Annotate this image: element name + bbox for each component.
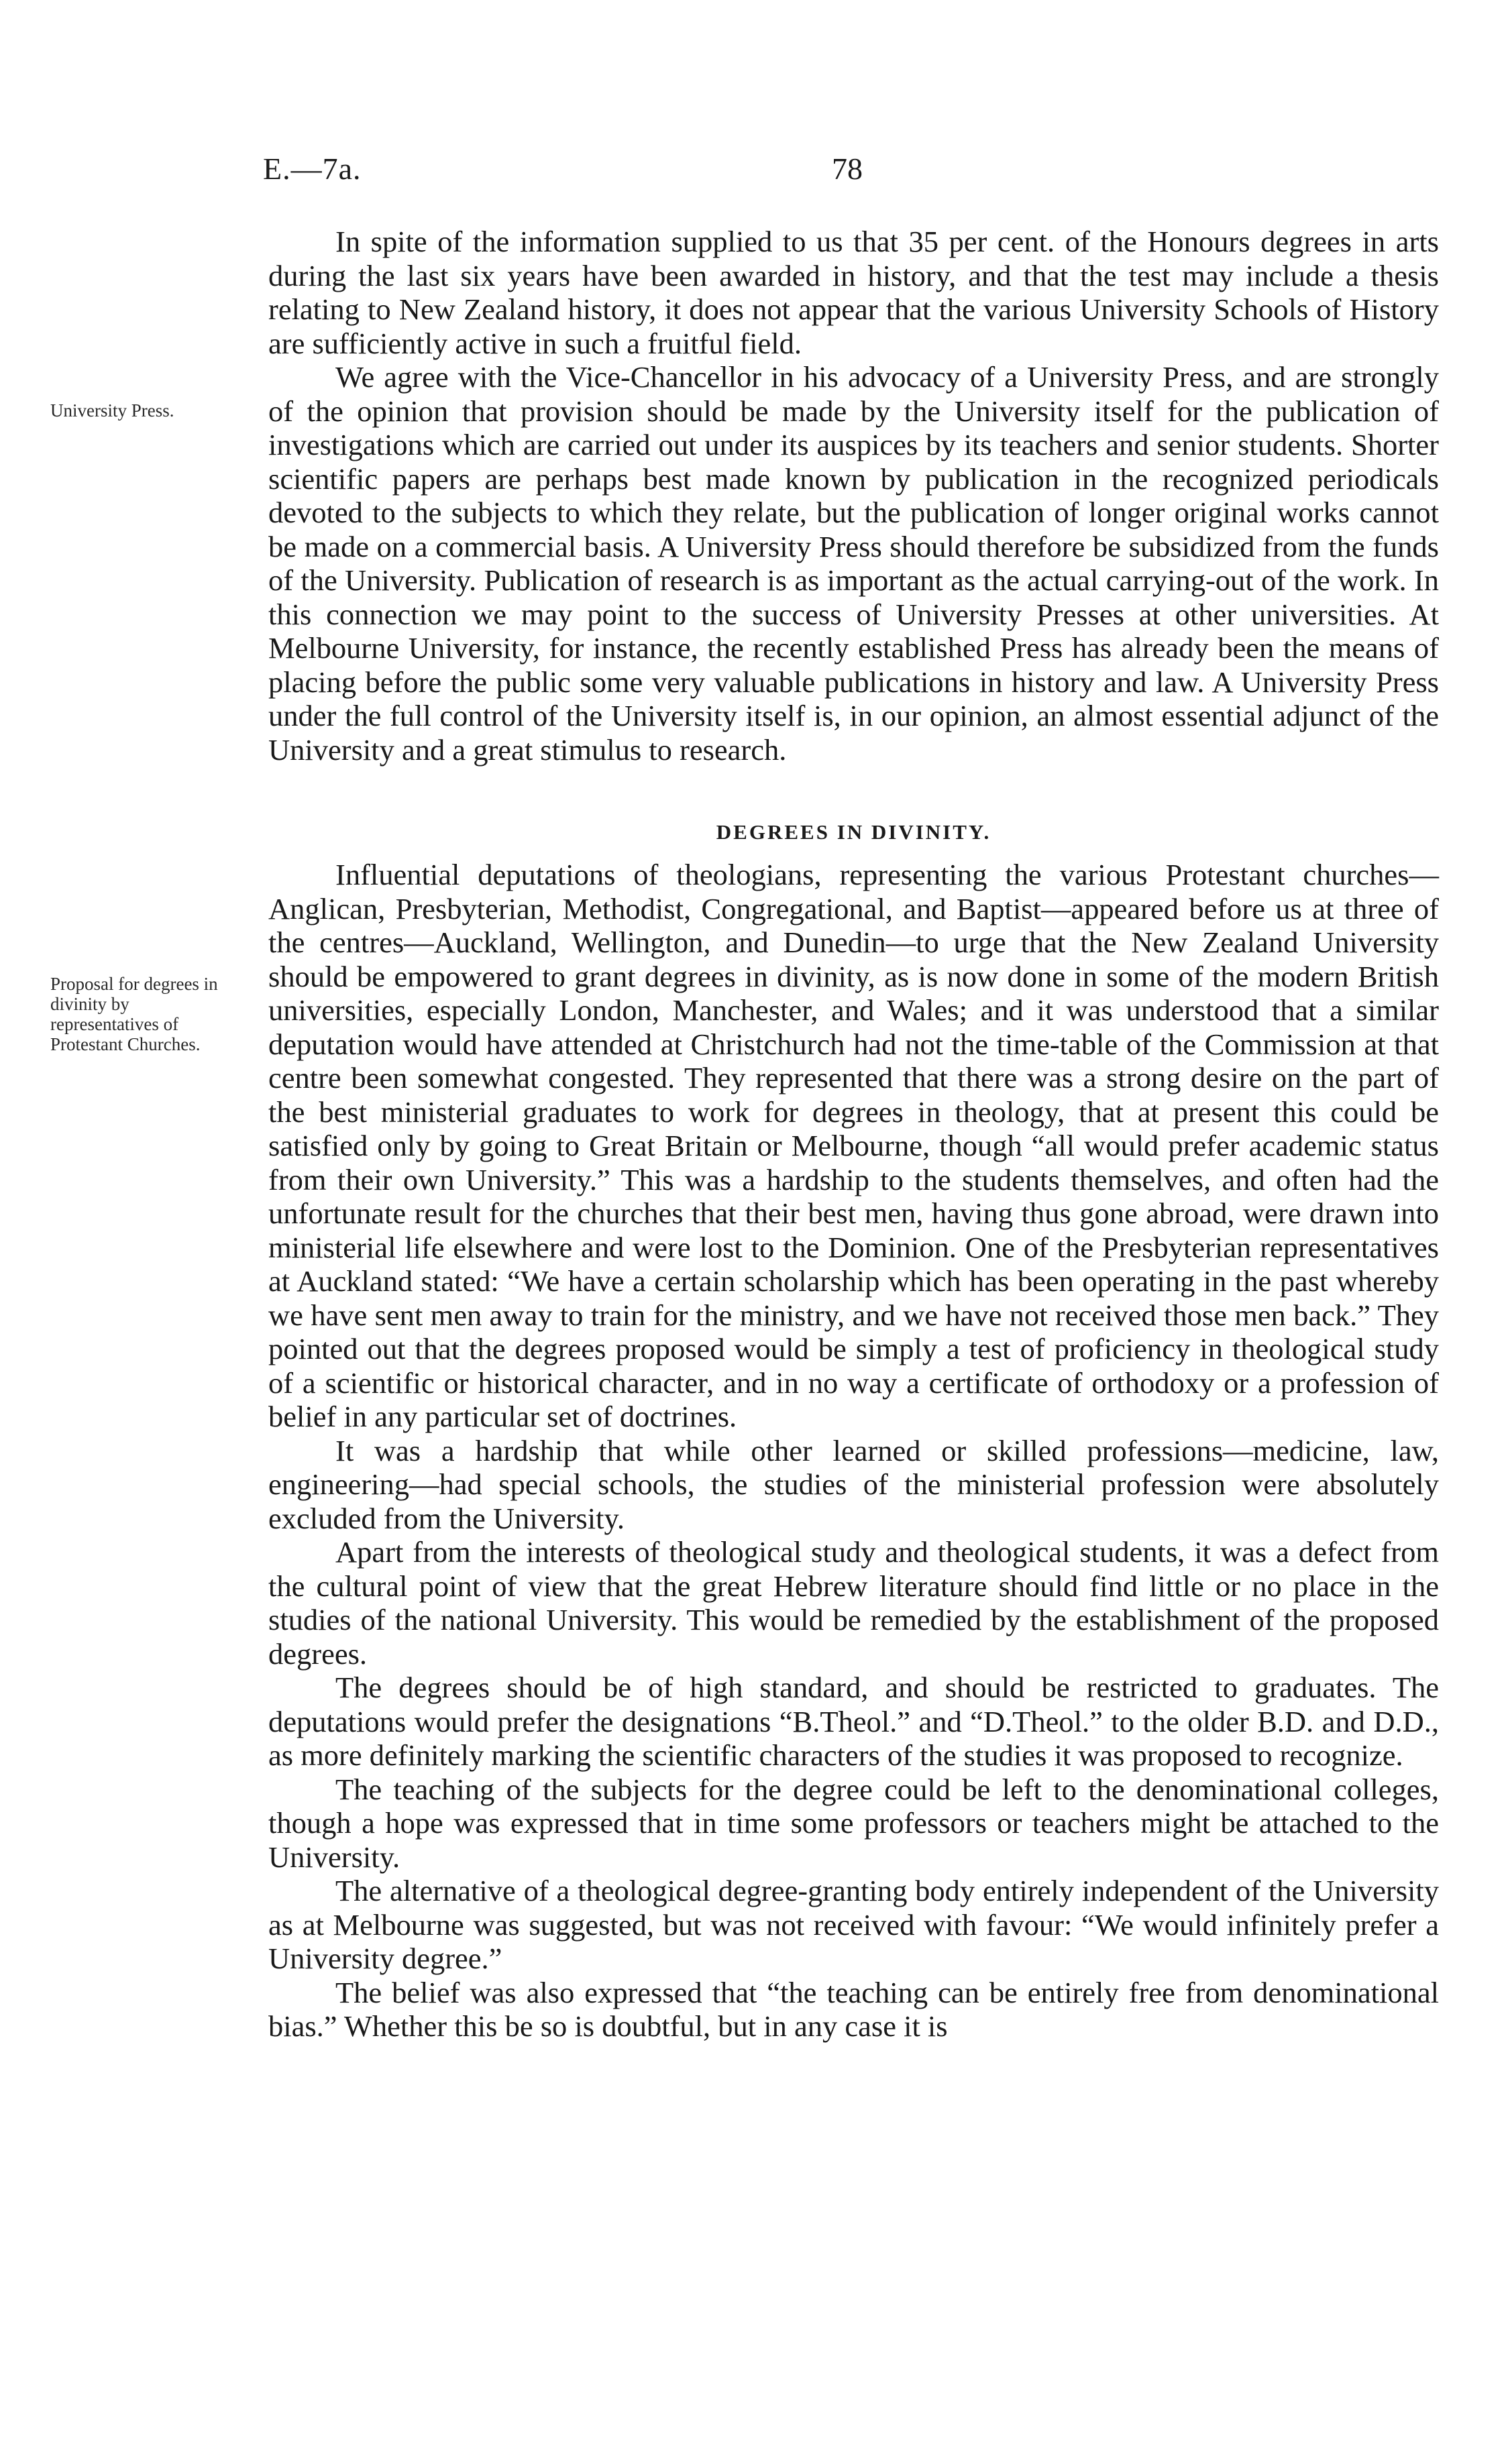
paragraph-degree-standard: The degrees should be of high standard, and should be restricted to graduates. The deputations would prefer the designations “B.Theol.” and “D.Theol.” to the older B.D. and D.D., as more definitely marking the scientific characters of the studies it was proposed to recognize. (268, 1671, 1439, 1772)
page-number: 78 (832, 152, 863, 186)
section-heading-divinity: DEGREES IN DIVINITY. (716, 820, 991, 844)
paragraph-hardship: It was a hardship that while other learned or skilled professions—medicine, law, engineering—had special schools, the studies of the ministerial profession were absolutely excluded from the University. (268, 1433, 1439, 1535)
margin-note-divinity-proposal: Proposal for degrees in divinity by representatives of Protestant Churches. (50, 974, 218, 1054)
paragraph-teaching: The teaching of the subjects for the degree could be left to the denominational colleges, though a hope was expressed that in time some professors or teachers might be attached to the University. (268, 1772, 1439, 1874)
paragraph-alternative-body: The alternative of a theological degree-granting body entirely independent of the University as at Melbourne was suggested, but was not received with favour: “We would infinitely prefer a University degree.” (268, 1874, 1439, 1975)
paragraph-denominational-bias: The belief was also expressed that “the teaching can be entirely free from denominational bias.” Whether this be so is doubtful, but in any case it is (268, 1975, 1439, 2043)
report-code: E.—7a. (263, 152, 362, 186)
paragraph-hebrew-literature: Apart from the interests of theological study and theological students, it was a defect from the cultural point of view that the great Hebrew literature should find little or no place in the studies of the national University. This would be remedied by the establishment of the proposed degrees. (268, 1535, 1439, 1671)
paragraph-university-press: We agree with the Vice-Chancellor in his advocacy of a University Press, and are strongly of the opinion that provision should be made by the University itself for the publication of investigations which are carried out under its auspices by its teachers and senior students. Shorter scientific papers are perhaps best made known by publication in the recognized periodicals devoted to the subjects to which they relate, but the publication of longer original works cannot be made on a commercial basis. A University Press should therefore be subsidized from the funds of the University. Publication of research is as important as the actual carrying-out of the work. In this connection we may point to the success of University Presses at other universities. At Melbourne University, for instance, the recently established Press has already been the means of placing before the public some very valuable publications in history and law. A University Press under the full control of the University itself is, in our opinion, an almost essential adjunct of the University and a great stimulus to research. (268, 360, 1439, 767)
paragraph-deputations: Influential deputations of theologians, representing the various Protestant churches—Anglican, Presbyterian, Methodist, Congregational, and Baptist—appeared before us at three of the centres—Auckland, Wellington, and Dunedin—to urge that the New Zealand University should be empowered to grant degrees in divinity, as is now done in some of the modern British universities, especially London, Manchester, and Wales; and it was understood that a similar deputation would have attended at Christchurch had not the time-table of the Commission at that centre been somewhat congested. They represented that there was a strong desire on the part of the best ministerial graduates to work for degrees in theology, that at present this could be satisfied only by going to Great Britain or Melbourne, though “all would prefer academic status from their own University.” This was a hardship to the students themselves, and often had the unfortunate result for the churches that their best men, having thus gone abroad, were drawn into ministerial life elsewhere and were lost to the Dominion. One of the Presbyterian representatives at Auckland stated: “We have a certain scholarship which has been operating in the past whereby we have sent men away to train for the ministry, and we have not received those men back.” They pointed out that the degrees proposed would be simply a test of proficiency in theological study of a scientific or historical character, and in no way a certificate of orthodoxy or a profession of belief in any particular set of doctrines. (268, 858, 1439, 1433)
paragraph-history-schools: In spite of the information supplied to us that 35 per cent. of the Honours degrees in arts during the last six years have been awarded in history, and that the test may include a thesis relating to New Zealand history, it does not appear that the various University Schools of History are sufficiently active in such a fruitful field. (268, 225, 1439, 360)
margin-note-university-press: University Press. (50, 400, 174, 421)
body-text (268, 225, 1439, 2043)
